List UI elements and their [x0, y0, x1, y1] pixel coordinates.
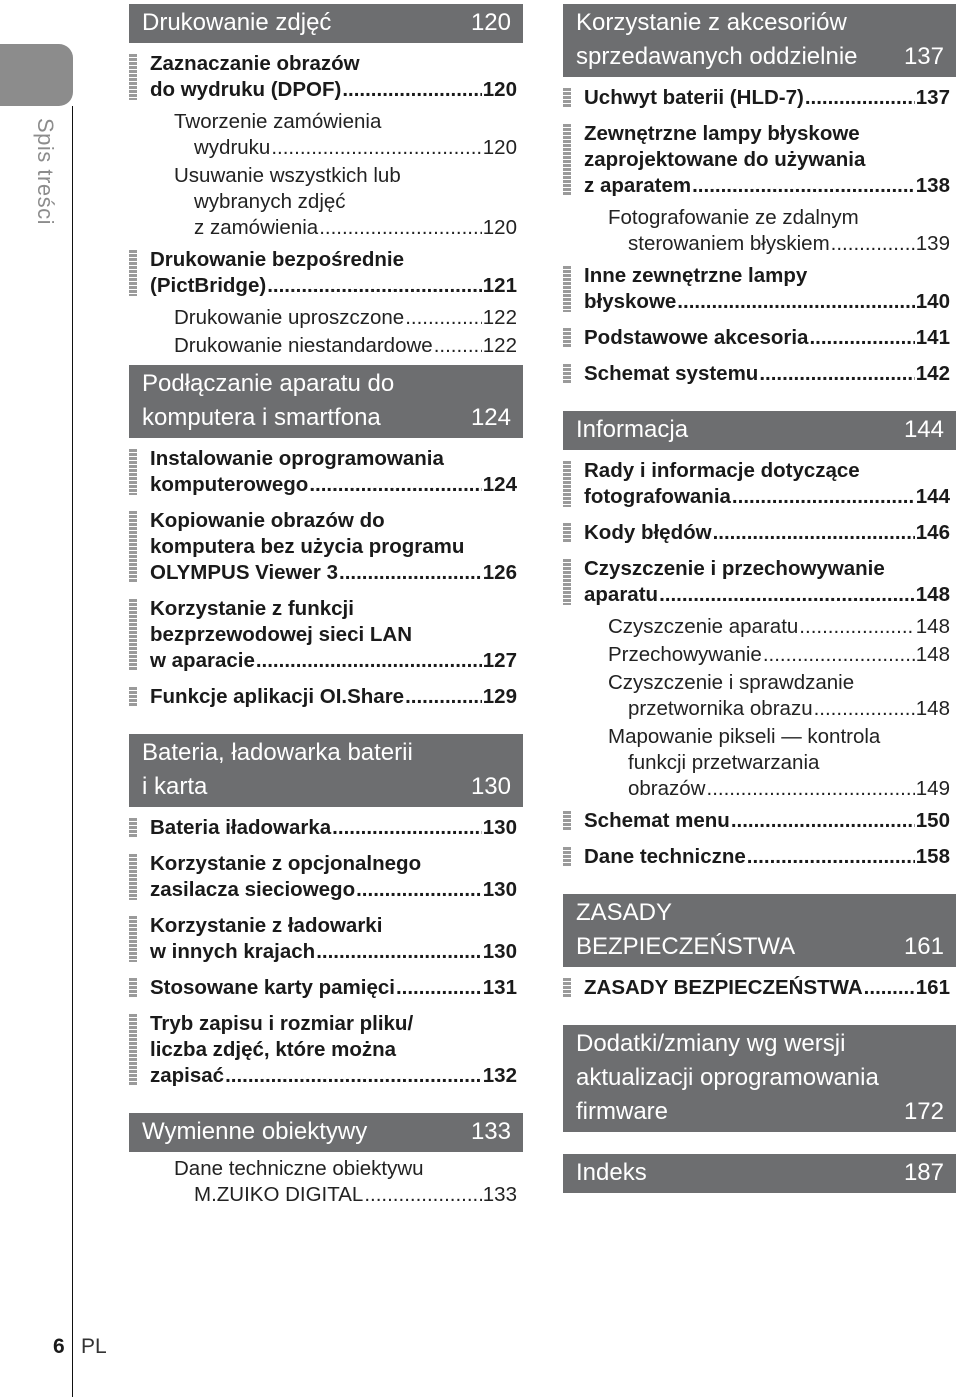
toc-subentry[interactable] [563, 642, 956, 668]
entry-text-line: Korzystanie z funkcji [150, 597, 354, 620]
entry-text: ZASADY BEZPIECZEŃSTWA [584, 976, 863, 999]
toc-column-right [563, 4, 956, 1215]
section-title-text: sprzedawanych oddzielnie [576, 43, 858, 70]
section-title-line [576, 40, 944, 74]
leader-dots [319, 215, 482, 241]
entry-text-line: zaprojektowane do używania [584, 148, 866, 171]
section-title-text: ZASADY [576, 899, 673, 926]
entry-page-number: 138 [915, 174, 950, 197]
entry-page-number: 130 [482, 878, 517, 901]
entry-text: Drukowanie niestandardowe [174, 334, 433, 357]
toc-subentry[interactable] [563, 205, 956, 257]
toc-entry[interactable] [129, 684, 523, 710]
entry-text-line: Tryb zapisu i rozmiar pliku/ [150, 1012, 414, 1035]
section-page-number: 187 [903, 1159, 944, 1186]
section-header[interactable] [563, 411, 956, 450]
entry-text-line: funkcji przetwarzania [628, 751, 820, 774]
section-title-text: i karta [142, 773, 208, 800]
entry-last-line [584, 484, 950, 510]
entry-text-line: Korzystanie z ładowarki [150, 914, 383, 937]
entry-last-line [150, 1063, 517, 1089]
entry-text-line: Korzystanie z opcjonalnego [150, 852, 422, 875]
toc-entry[interactable] [563, 361, 956, 387]
entry-page-number: 150 [915, 809, 950, 832]
entry-last-line [584, 975, 950, 1001]
entry-text: Funkcje aplikacji OI.Share [150, 685, 405, 708]
toc-entry[interactable] [563, 975, 956, 1001]
page-number: 6 [53, 1335, 65, 1358]
entry-last-line [608, 231, 950, 257]
entry-last-line [150, 273, 517, 299]
language-code: PL [81, 1335, 107, 1358]
entry-page-number: 120 [482, 216, 517, 239]
entry-text-line: Instalowanie oprogramowania [150, 447, 444, 470]
section-title-line [576, 896, 944, 930]
entry-page-number: 130 [482, 816, 517, 839]
entry-text-line: Kopiowanie obrazów do [150, 509, 385, 532]
entry-text: z zamówienia [194, 216, 319, 239]
entry-page-number: 139 [915, 232, 950, 255]
section-title-line [142, 6, 511, 40]
section-header[interactable] [563, 1154, 956, 1193]
entry-text: Czyszczenie aparatu [608, 615, 799, 638]
leader-dots [799, 614, 914, 640]
entry-text: błyskowe [584, 290, 677, 313]
entry-marker [129, 54, 137, 100]
leader-dots [692, 173, 915, 199]
section-page-number: 124 [470, 404, 511, 431]
entry-last-line [608, 776, 950, 802]
entry-marker [563, 978, 571, 998]
section-title-text: Drukowanie zdjęć [142, 9, 332, 36]
entry-text-line: Usuwanie wszystkich lub [174, 164, 401, 187]
entry-text: Schemat menu [584, 809, 730, 832]
leader-dots [405, 684, 482, 710]
toc-entry[interactable] [563, 263, 956, 315]
section-title-line [576, 930, 944, 964]
entry-page-number: 121 [482, 274, 517, 297]
entry-text-line: komputera bez użycia programu [150, 535, 465, 558]
entry-page-number: 158 [915, 845, 950, 868]
section-header[interactable] [129, 365, 523, 438]
entry-last-line [150, 877, 517, 903]
margin-divider [72, 106, 73, 1397]
entry-text-line: Czyszczenie i sprawdzanie [608, 671, 855, 694]
entry-text-line: Zaznaczanie obrazów [150, 52, 360, 75]
entry-text: Dane techniczne [584, 845, 746, 868]
leader-dots [805, 85, 915, 111]
leader-dots [747, 844, 915, 870]
entry-text-line: bezprzewodowej sieci LAN [150, 623, 412, 646]
section-header[interactable] [563, 894, 956, 967]
toc-entry[interactable] [563, 85, 956, 111]
entry-page-number: 131 [482, 976, 517, 999]
leader-dots [405, 305, 482, 331]
section-title-text: Bateria, ładowarka baterii [142, 739, 413, 766]
entry-text: Kody błędów [584, 521, 712, 544]
entry-marker [563, 124, 571, 196]
section-header[interactable] [129, 734, 523, 807]
toc-entry[interactable] [563, 520, 956, 546]
entry-last-line [584, 173, 950, 199]
leader-dots [659, 582, 915, 608]
leader-dots [814, 696, 915, 722]
section-title-line [576, 6, 944, 40]
toc-subentry[interactable] [129, 163, 523, 241]
entry-marker [563, 811, 571, 831]
entry-marker [129, 687, 137, 707]
leader-dots [271, 135, 481, 161]
section-title-line [142, 770, 511, 804]
entry-last-line [608, 696, 950, 722]
leader-dots [342, 77, 481, 103]
section-title-line [142, 401, 511, 435]
section-title-text: firmware [576, 1098, 669, 1125]
entry-last-line [150, 939, 517, 965]
entry-last-line [174, 135, 517, 161]
entry-page-number: 132 [482, 1064, 517, 1087]
entry-last-line [608, 642, 950, 668]
section-title-text: Korzystanie z akcesoriów [576, 9, 847, 36]
entry-last-line [584, 325, 950, 351]
chapter-label: Spis treści [33, 118, 58, 225]
entry-page-number: 148 [915, 697, 950, 720]
entry-text: Stosowane karty pamięci [150, 976, 395, 999]
leader-dots [225, 1063, 482, 1089]
leader-dots [831, 231, 915, 257]
toc-entry[interactable] [563, 458, 956, 510]
toc-entry[interactable] [129, 913, 523, 965]
leader-dots [732, 484, 915, 510]
entry-last-line [174, 305, 517, 331]
entry-text: Schemat systemu [584, 362, 759, 385]
leader-dots [309, 472, 481, 498]
entry-text-line: Drukowanie bezpośrednie [150, 248, 405, 271]
entry-last-line [584, 582, 950, 608]
entry-marker [129, 1014, 137, 1086]
section-page-number: 144 [903, 416, 944, 443]
entry-marker [563, 559, 571, 605]
entry-marker [129, 854, 137, 900]
toc-entry[interactable] [129, 51, 523, 103]
toc-entry[interactable] [563, 808, 956, 834]
toc-entry[interactable] [129, 446, 523, 498]
section-header[interactable] [563, 4, 956, 77]
entry-text: wydruku [194, 136, 271, 159]
entry-text: w aparacie [150, 649, 255, 672]
entry-page-number: 144 [915, 485, 950, 508]
entry-page-number: 141 [915, 326, 950, 349]
entry-last-line [150, 560, 517, 586]
entry-marker [129, 511, 137, 583]
entry-page-number: 146 [915, 521, 950, 544]
entry-text-line: Rady i informacje dotyczące [584, 459, 860, 482]
entry-marker [563, 461, 571, 507]
entry-last-line [150, 648, 517, 674]
entry-last-line [584, 361, 950, 387]
section-page-number: 120 [470, 9, 511, 36]
section-page-number: 137 [903, 43, 944, 70]
entry-text: w innych krajach [150, 940, 316, 963]
toc-entry[interactable] [129, 851, 523, 903]
section-title-line [142, 736, 511, 770]
entry-text: OLYMPUS Viewer 3 [150, 561, 339, 584]
entry-page-number: 122 [482, 334, 517, 357]
toc-subentry[interactable] [129, 333, 523, 359]
entry-page-number: 126 [482, 561, 517, 584]
entry-last-line [150, 975, 517, 1001]
leader-dots [316, 939, 482, 965]
entry-text: Przechowywanie [608, 643, 762, 666]
leader-dots [267, 273, 482, 299]
toc-entry[interactable] [563, 556, 956, 608]
toc-entry[interactable] [129, 975, 523, 1001]
toc-subentry[interactable] [129, 305, 523, 331]
toc-entry[interactable] [563, 121, 956, 199]
leader-dots [256, 648, 482, 674]
entry-last-line [150, 815, 517, 841]
toc-subentry[interactable] [129, 109, 523, 161]
leader-dots [339, 560, 482, 586]
leader-dots [864, 975, 915, 1001]
section-title-line [576, 1061, 944, 1095]
entry-page-number: 148 [915, 643, 950, 666]
section-title-text: Wymienne obiektywy [142, 1118, 368, 1145]
toc-entry[interactable] [129, 508, 523, 586]
entry-page-number: 133 [482, 1183, 517, 1206]
entry-marker [563, 328, 571, 348]
entry-text: (PictBridge) [150, 274, 267, 297]
entry-last-line [584, 808, 950, 834]
entry-page-number: 120 [482, 136, 517, 159]
entry-page-number: 137 [915, 86, 950, 109]
entry-text-line: Tworzenie zamówienia [174, 110, 382, 133]
entry-marker [563, 523, 571, 543]
entry-text: fotografowania [584, 485, 731, 508]
leader-dots [356, 877, 482, 903]
section-title-line [576, 413, 944, 447]
leader-dots [364, 1182, 481, 1208]
section-title-line [142, 367, 511, 401]
chapter-tab [0, 44, 73, 106]
leader-dots [434, 333, 482, 359]
entry-marker [129, 250, 137, 296]
toc-entry[interactable] [129, 815, 523, 841]
entry-text: Uchwyt baterii (HLD-7) [584, 86, 804, 109]
toc-subentry[interactable] [563, 670, 956, 722]
entry-page-number: 148 [915, 583, 950, 606]
section-header[interactable] [563, 1025, 956, 1132]
entry-text: Podstawowe akcesoria [584, 326, 809, 349]
entry-page-number: 122 [482, 306, 517, 329]
entry-page-number: 124 [482, 473, 517, 496]
toc-entry[interactable] [129, 596, 523, 674]
entry-last-line [150, 684, 517, 710]
leader-dots [809, 325, 914, 351]
entry-marker [129, 978, 137, 998]
section-title-line [576, 1027, 944, 1061]
entry-marker [563, 266, 571, 312]
entry-last-line [174, 1182, 517, 1208]
entry-marker [129, 599, 137, 671]
leader-dots [332, 815, 482, 841]
entry-page-number: 142 [915, 362, 950, 385]
entry-text: sterowaniem błyskiem [628, 232, 830, 255]
entry-marker [129, 449, 137, 495]
toc-entry[interactable] [129, 1011, 523, 1089]
entry-last-line [584, 85, 950, 111]
toc-subentry[interactable] [563, 614, 956, 640]
section-title-text: BEZPIECZEŃSTWA [576, 933, 796, 960]
section-page-number: 172 [903, 1098, 944, 1125]
entry-page-number: 129 [482, 685, 517, 708]
entry-last-line [150, 77, 517, 103]
entry-page-number: 149 [915, 777, 950, 800]
entry-text: przetwornika obrazu [628, 697, 813, 720]
entry-last-line [608, 614, 950, 640]
section-title-text: Dodatki/zmiany wg wersji [576, 1030, 846, 1057]
entry-text-line: Fotografowanie ze zdalnym [608, 206, 859, 229]
toc-subentry[interactable] [563, 724, 956, 802]
entry-marker [129, 818, 137, 838]
entry-text: aparatu [584, 583, 659, 606]
section-page-number: 161 [903, 933, 944, 960]
section-title-text: komputera i smartfona [142, 404, 381, 431]
section-title-line [576, 1095, 944, 1129]
entry-text: do wydruku (DPOF) [150, 78, 342, 101]
section-title-text: Indeks [576, 1159, 647, 1186]
section-header[interactable] [129, 4, 523, 43]
leader-dots [707, 776, 915, 802]
entry-text-line: liczba zdjęć, które można [150, 1038, 397, 1061]
entry-text: komputerowego [150, 473, 309, 496]
entry-marker [129, 916, 137, 962]
leader-dots [677, 289, 914, 315]
entry-last-line [174, 215, 517, 241]
leader-dots [759, 361, 914, 387]
toc-entry[interactable] [563, 844, 956, 870]
entry-text-line: wybranych zdjęć [194, 190, 346, 213]
entry-page-number: 148 [915, 615, 950, 638]
section-title-text: Podłączanie aparatu do [142, 370, 395, 397]
entry-text-line: Czyszczenie i przechowywanie [584, 557, 885, 580]
entry-text-line: Zewnętrzne lampy błyskowe [584, 122, 860, 145]
toc-column-left [129, 4, 523, 1214]
entry-text: obrazów [628, 777, 706, 800]
toc-entry[interactable] [563, 325, 956, 351]
section-title-line [142, 1115, 511, 1149]
entry-last-line [584, 289, 950, 315]
entry-text: zasilacza sieciowego [150, 878, 356, 901]
entry-last-line [150, 472, 517, 498]
section-title-text: aktualizacji oprogramowania [576, 1064, 879, 1091]
section-page-number: 133 [470, 1118, 511, 1145]
entry-text: M.ZUIKO DIGITAL [194, 1183, 364, 1206]
entry-text-line: Inne zewnętrzne lampy [584, 264, 808, 287]
entry-text-line: Dane techniczne obiektywu [174, 1157, 424, 1180]
toc-subentry[interactable] [129, 1156, 523, 1208]
leader-dots [713, 520, 915, 546]
leader-dots [763, 642, 915, 668]
entry-marker [563, 847, 571, 867]
section-page-number: 130 [470, 773, 511, 800]
entry-last-line [584, 520, 950, 546]
toc-entry[interactable] [129, 247, 523, 299]
entry-text-line: Mapowanie pikseli — kontrola [608, 725, 881, 748]
entry-page-number: 120 [482, 78, 517, 101]
section-header[interactable] [129, 1113, 523, 1152]
entry-marker [563, 364, 571, 384]
entry-text: z aparatem [584, 174, 692, 197]
entry-text: zapisać [150, 1064, 225, 1087]
entry-text: Bateria iładowarka [150, 816, 332, 839]
entry-last-line [584, 844, 950, 870]
entry-page-number: 140 [915, 290, 950, 313]
entry-last-line [174, 333, 517, 359]
entry-text: Drukowanie uproszczone [174, 306, 405, 329]
entry-page-number: 130 [482, 940, 517, 963]
section-title-text: Informacja [576, 416, 689, 443]
entry-page-number: 127 [482, 649, 517, 672]
leader-dots [396, 975, 482, 1001]
leader-dots [731, 808, 915, 834]
entry-page-number: 161 [915, 976, 950, 999]
section-title-line [576, 1156, 944, 1190]
entry-marker [563, 88, 571, 108]
